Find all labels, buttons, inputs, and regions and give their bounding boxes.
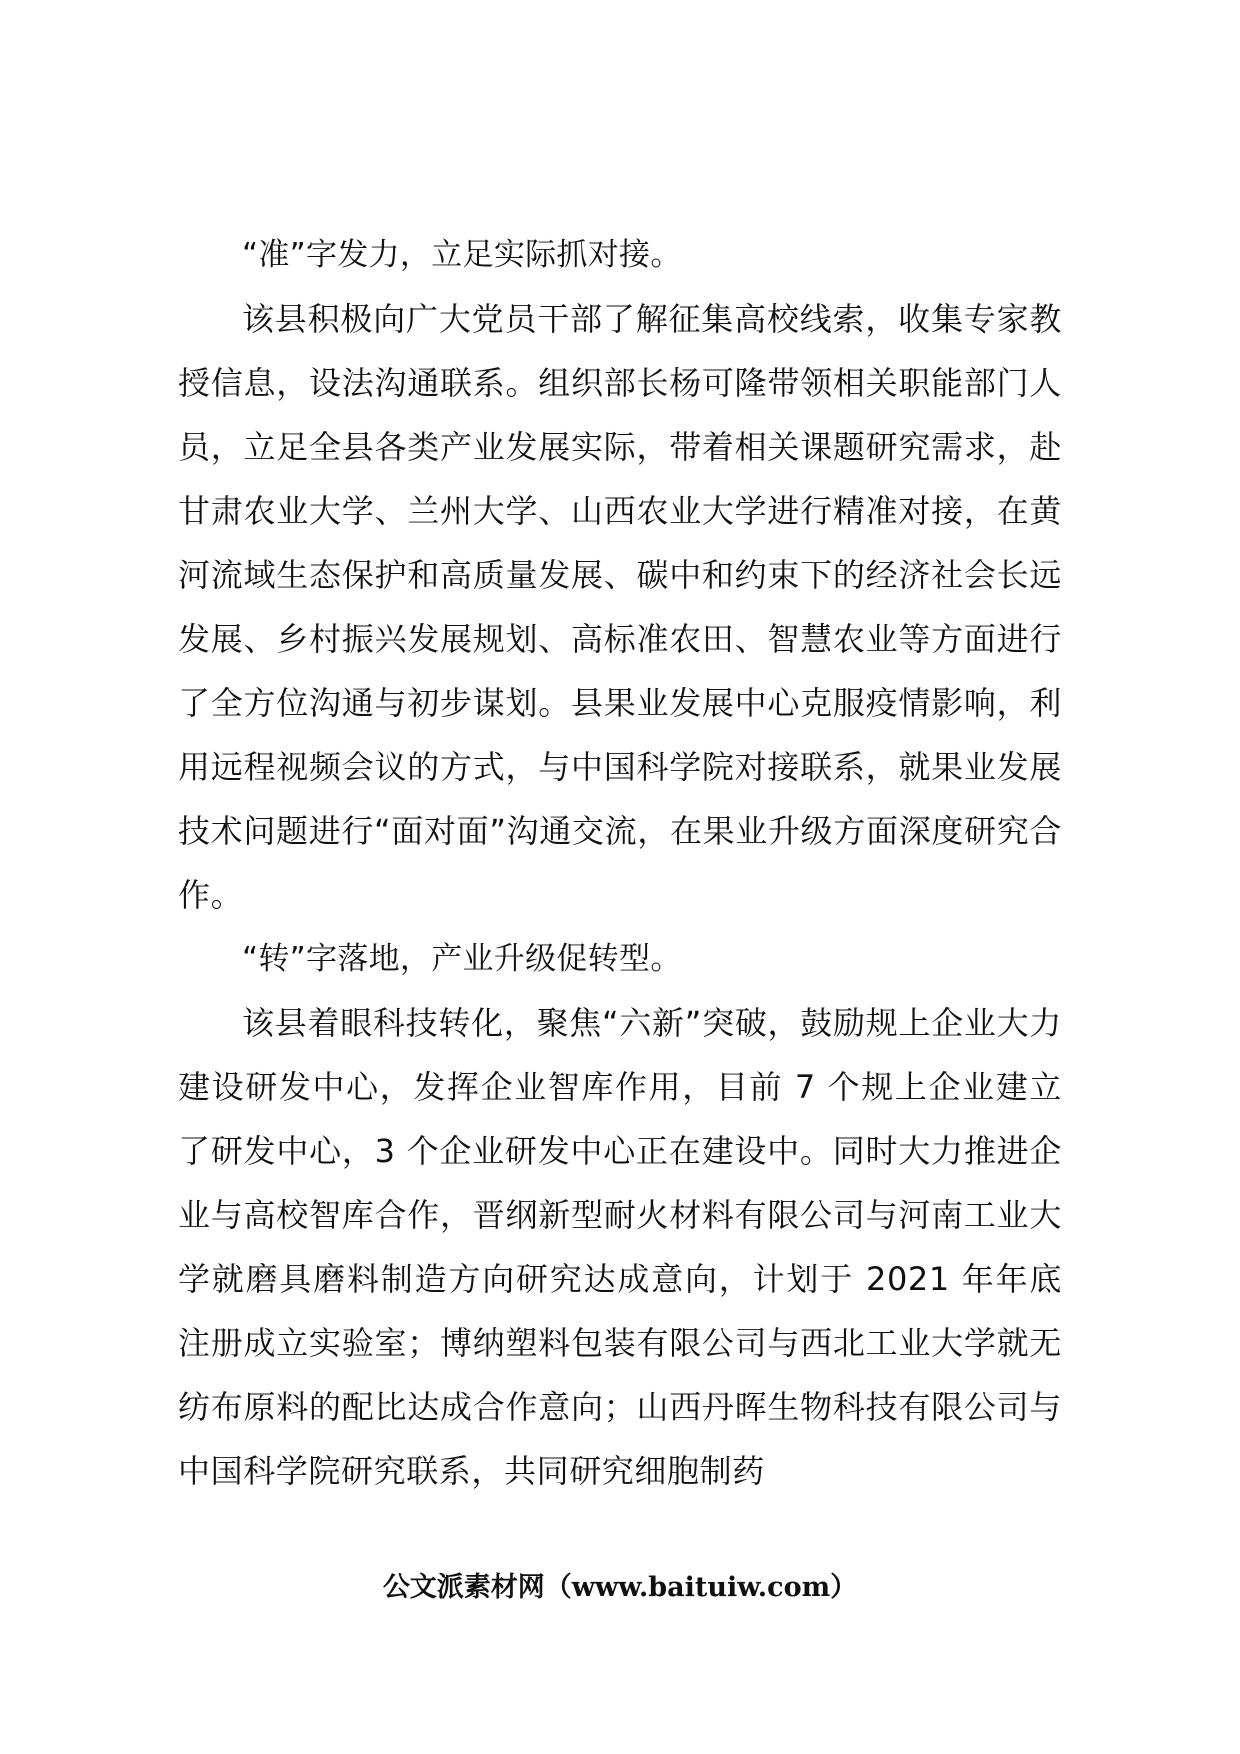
section-heading-2: “转”字落地，产业升级促转型。 [242,941,682,977]
section-heading-1: “准”字发力，立足实际抓对接。 [242,237,682,273]
body-paragraph-1: 该县积极向广大党员干部了解征集高校线索，收集专家教授信息，设法沟通联系。组织部长杨可隆带领相关职能部门人员，立足全县各类产业发展实际，带着相关课题研究需求，赴甘肃农业大学、兰州大学、山西农业大学进行精准对接，在黄河流域生态保护和高质量发展、碳中和约束下的经济社会长远发展、乡村振兴发展规划、高标准农田、智慧农业等方面进行了全方位沟通与初步谋划。县果业发展中心克服疫情影响，利用远程视频会议的方式，与中国科学院对接联系，就果业发展技术问题进行“面对面”沟通交流，在果业升级方面深度研究合作。 [178,300,1062,914]
body-paragraph-2: 该县着眼科技转化，聚焦“六新”突破，鼓励规上企业大力建设研发中心，发挥企业智库作用，目前 7 个规上企业建立了研发中心，3 个企业研发中心正在建设中。同时大力推进企业与高校智库合作，晋纲新型耐火材料有限公司与河南工业大学就磨具磨料制造方向研究达成意向，计划于 2021 年年底注册成立实验室；博纳塑料包装有限公司与西北工业大学就无纺布原料的配比达成合作意向；山西丹晖生物科技有限公司与中国科学院研究联系，共同研究细胞制药 [178,1004,1062,1490]
page-footer-source: 公文派素材网（www.baituiw.com） [382,1572,858,1603]
document-body [178,223,1062,1503]
